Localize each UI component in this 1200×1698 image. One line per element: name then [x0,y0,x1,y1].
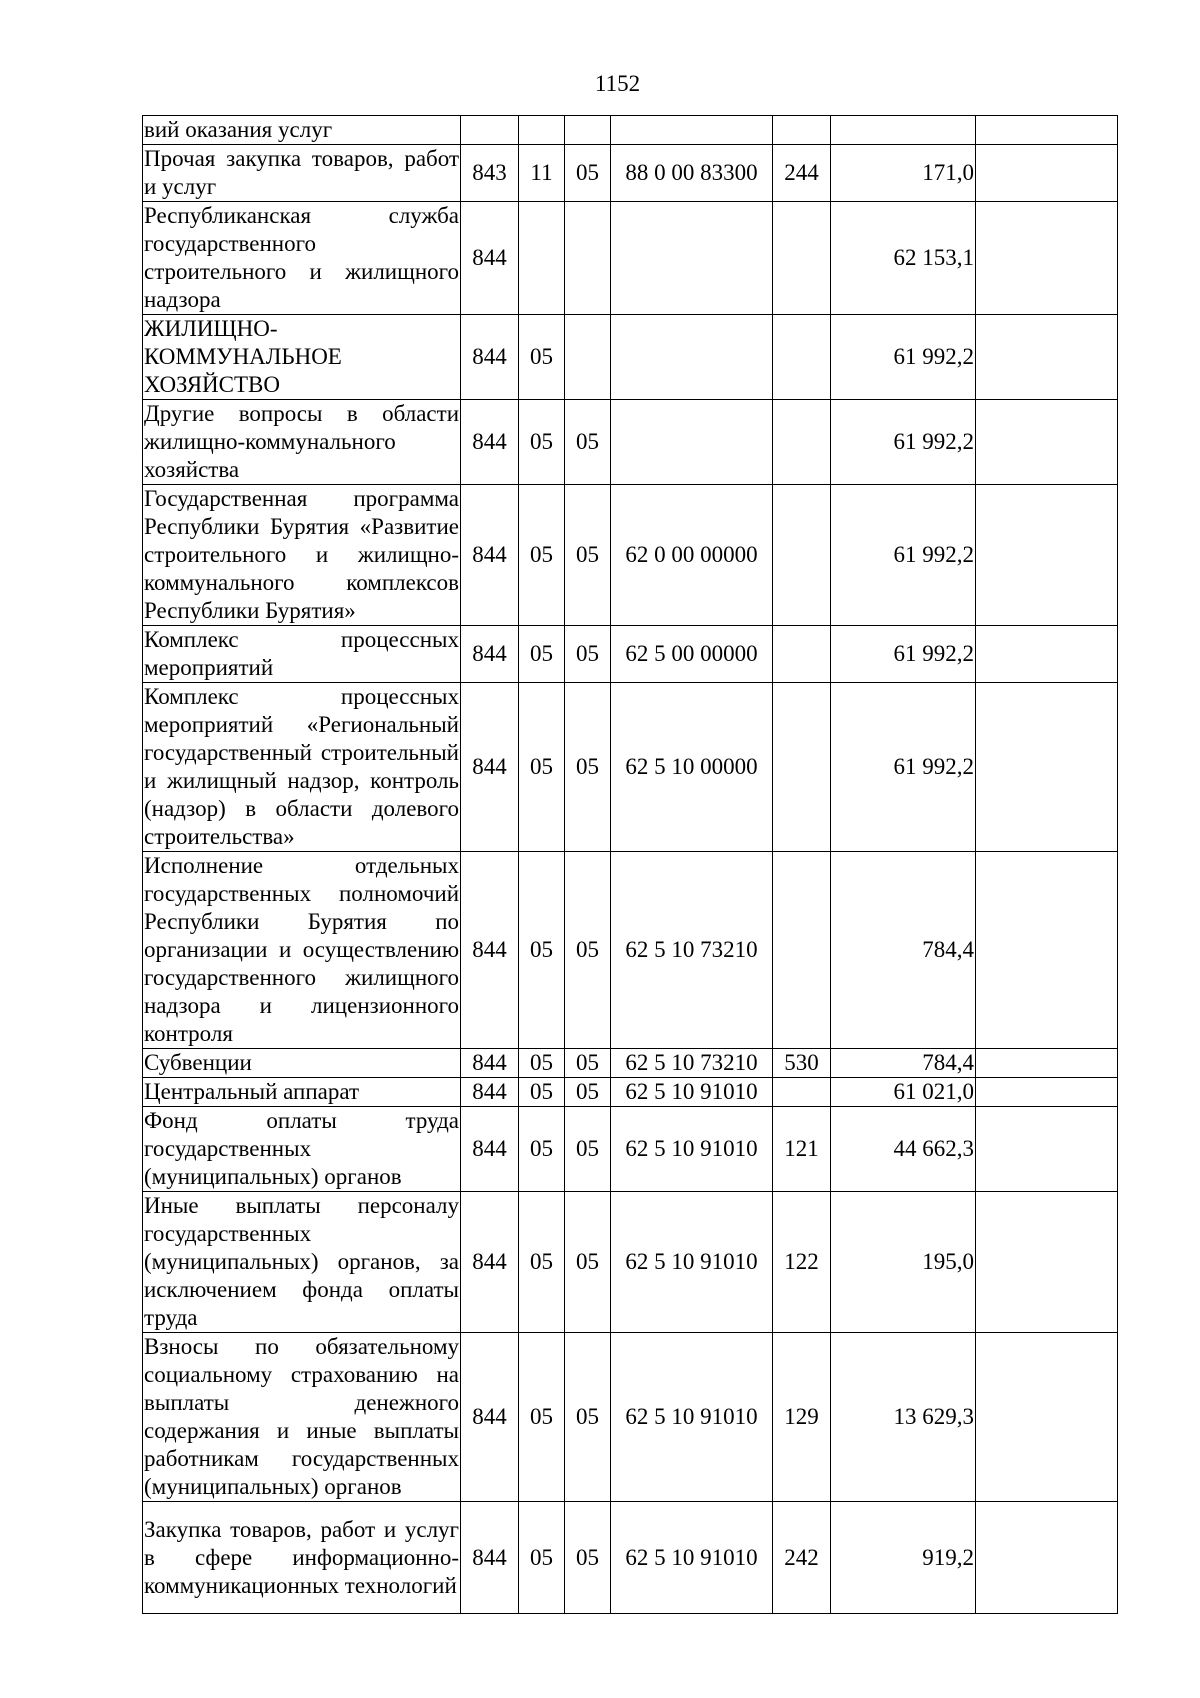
cell-pr: 05 [565,1049,611,1078]
cell-rz: 05 [519,683,565,852]
cell-ved: 844 [461,1078,519,1107]
cell-sum: 61 992,2 [831,626,976,683]
cell-rz: 05 [519,626,565,683]
cell-csr: 62 5 10 00000 [611,683,773,852]
cell-rz: 05 [519,485,565,626]
cell-empty [976,626,1118,683]
table-row [143,485,1118,626]
cell-csr: 62 5 00 00000 [611,626,773,683]
cell-pr: 05 [565,626,611,683]
cell-csr: 62 5 10 73210 [611,852,773,1049]
table-row [143,116,1118,145]
table-row [143,1502,1118,1614]
cell-empty [976,852,1118,1049]
cell-ved: 844 [461,852,519,1049]
cell-ved: 844 [461,1192,519,1333]
cell-sum: 784,4 [831,1049,976,1078]
cell-vr: 122 [773,1192,831,1333]
cell-vr [773,202,831,315]
cell-name: Прочая закупка товаров, работ и услуг [143,145,461,202]
table-row [143,145,1118,202]
cell-name: ЖИЛИЩНО-КОММУНАЛЬНОЕ ХОЗЯЙСТВО [143,315,461,400]
cell-ved: 844 [461,1333,519,1502]
cell-sum: 61 992,2 [831,485,976,626]
cell-ved: 844 [461,626,519,683]
cell-name: Взносы по обязательному социальному страхованию на выплаты денежного содержания и иные выплаты работникам государственных (муниципальных) органов [143,1333,461,1502]
cell-name: Закупка товаров, работ и услуг в сфере информационно-коммуникационных технологий [143,1502,461,1614]
cell-empty [976,1107,1118,1192]
cell-sum: 919,2 [831,1502,976,1614]
cell-empty [976,202,1118,315]
cell-vr [773,1078,831,1107]
cell-pr: 05 [565,485,611,626]
cell-rz: 05 [519,315,565,400]
cell-empty [976,485,1118,626]
cell-sum [831,116,976,145]
cell-vr: 129 [773,1333,831,1502]
cell-rz [519,116,565,145]
cell-rz: 05 [519,1333,565,1502]
cell-sum: 61 021,0 [831,1078,976,1107]
cell-rz: 05 [519,400,565,485]
cell-pr: 05 [565,852,611,1049]
cell-ved: 844 [461,1049,519,1078]
table-row [143,683,1118,852]
cell-name: Иные выплаты персоналу государственных (муниципальных) органов, за исключением фонда оплаты труда [143,1192,461,1333]
cell-name: Исполнение отдельных государственных полномочий Республики Бурятия по организации и осуществлению государственного жилищного надзора и лицензионного контроля [143,852,461,1049]
cell-pr [565,315,611,400]
cell-csr: 62 5 10 91010 [611,1078,773,1107]
cell-rz [519,202,565,315]
cell-empty [976,1333,1118,1502]
cell-sum: 195,0 [831,1192,976,1333]
cell-empty [976,116,1118,145]
cell-vr: 244 [773,145,831,202]
cell-csr: 62 5 10 91010 [611,1502,773,1614]
cell-sum: 784,4 [831,852,976,1049]
cell-csr [611,400,773,485]
cell-ved [461,116,519,145]
cell-rz: 11 [519,145,565,202]
table-row [143,1078,1118,1107]
budget-table [142,115,1118,1614]
cell-empty [976,1078,1118,1107]
cell-sum: 61 992,2 [831,683,976,852]
cell-empty [976,683,1118,852]
cell-vr [773,116,831,145]
cell-name: Комплекс процессных мероприятий [143,626,461,683]
cell-csr [611,116,773,145]
cell-sum: 61 992,2 [831,400,976,485]
cell-pr [565,116,611,145]
cell-vr [773,626,831,683]
cell-csr: 88 0 00 83300 [611,145,773,202]
table-row [143,1333,1118,1502]
cell-ved: 844 [461,202,519,315]
cell-pr: 05 [565,1107,611,1192]
table-row [143,626,1118,683]
cell-vr: 121 [773,1107,831,1192]
cell-rz: 05 [519,1078,565,1107]
cell-sum: 171,0 [831,145,976,202]
table-row [143,1192,1118,1333]
cell-pr: 05 [565,1192,611,1333]
cell-vr [773,852,831,1049]
cell-sum: 62 153,1 [831,202,976,315]
table-row [143,400,1118,485]
cell-rz: 05 [519,852,565,1049]
cell-name: Центральный аппарат [143,1078,461,1107]
table-row [143,852,1118,1049]
cell-empty [976,1049,1118,1078]
cell-empty [976,400,1118,485]
cell-pr: 05 [565,145,611,202]
cell-vr: 530 [773,1049,831,1078]
page-number: 1152 [594,71,641,96]
cell-csr: 62 5 10 91010 [611,1192,773,1333]
cell-sum: 44 662,3 [831,1107,976,1192]
cell-csr: 62 5 10 91010 [611,1107,773,1192]
table-row [143,315,1118,400]
cell-rz: 05 [519,1502,565,1614]
table-row [143,202,1118,315]
cell-empty [976,1192,1118,1333]
cell-empty [976,145,1118,202]
table-row [143,1107,1118,1192]
cell-vr [773,485,831,626]
cell-ved: 843 [461,145,519,202]
cell-sum: 13 629,3 [831,1333,976,1502]
cell-pr: 05 [565,1078,611,1107]
cell-csr: 62 5 10 73210 [611,1049,773,1078]
cell-vr [773,683,831,852]
cell-empty [976,1502,1118,1614]
cell-pr: 05 [565,400,611,485]
cell-ved: 844 [461,683,519,852]
cell-ved: 844 [461,1107,519,1192]
cell-csr [611,315,773,400]
table-body [143,116,1118,1614]
cell-name: Фонд оплаты труда государственных (муниципальных) органов [143,1107,461,1192]
cell-ved: 844 [461,400,519,485]
cell-vr [773,315,831,400]
cell-ved: 844 [461,315,519,400]
cell-rz: 05 [519,1192,565,1333]
cell-vr [773,400,831,485]
cell-pr [565,202,611,315]
cell-sum: 61 992,2 [831,315,976,400]
table-row [143,1049,1118,1078]
cell-name: вий оказания услуг [143,116,461,145]
cell-csr [611,202,773,315]
cell-name: Республиканская служба государственного строительного и жилищного надзора [143,202,461,315]
cell-pr: 05 [565,683,611,852]
cell-vr: 242 [773,1502,831,1614]
cell-name: Другие вопросы в области жилищно-коммунального хозяйства [143,400,461,485]
cell-ved: 844 [461,1502,519,1614]
cell-pr: 05 [565,1502,611,1614]
cell-csr: 62 5 10 91010 [611,1333,773,1502]
cell-name: Комплекс процессных мероприятий «Региональный государственный строительный и жилищный надзор, контроль (надзор) в области долевого строительства» [143,683,461,852]
cell-pr: 05 [565,1333,611,1502]
cell-rz: 05 [519,1049,565,1078]
cell-ved: 844 [461,485,519,626]
cell-empty [976,315,1118,400]
cell-name: Субвенции [143,1049,461,1078]
cell-rz: 05 [519,1107,565,1192]
cell-name: Государственная программа Республики Бурятия «Развитие строительного и жилищно-коммунального комплексов Республики Бурятия» [143,485,461,626]
cell-csr: 62 0 00 00000 [611,485,773,626]
